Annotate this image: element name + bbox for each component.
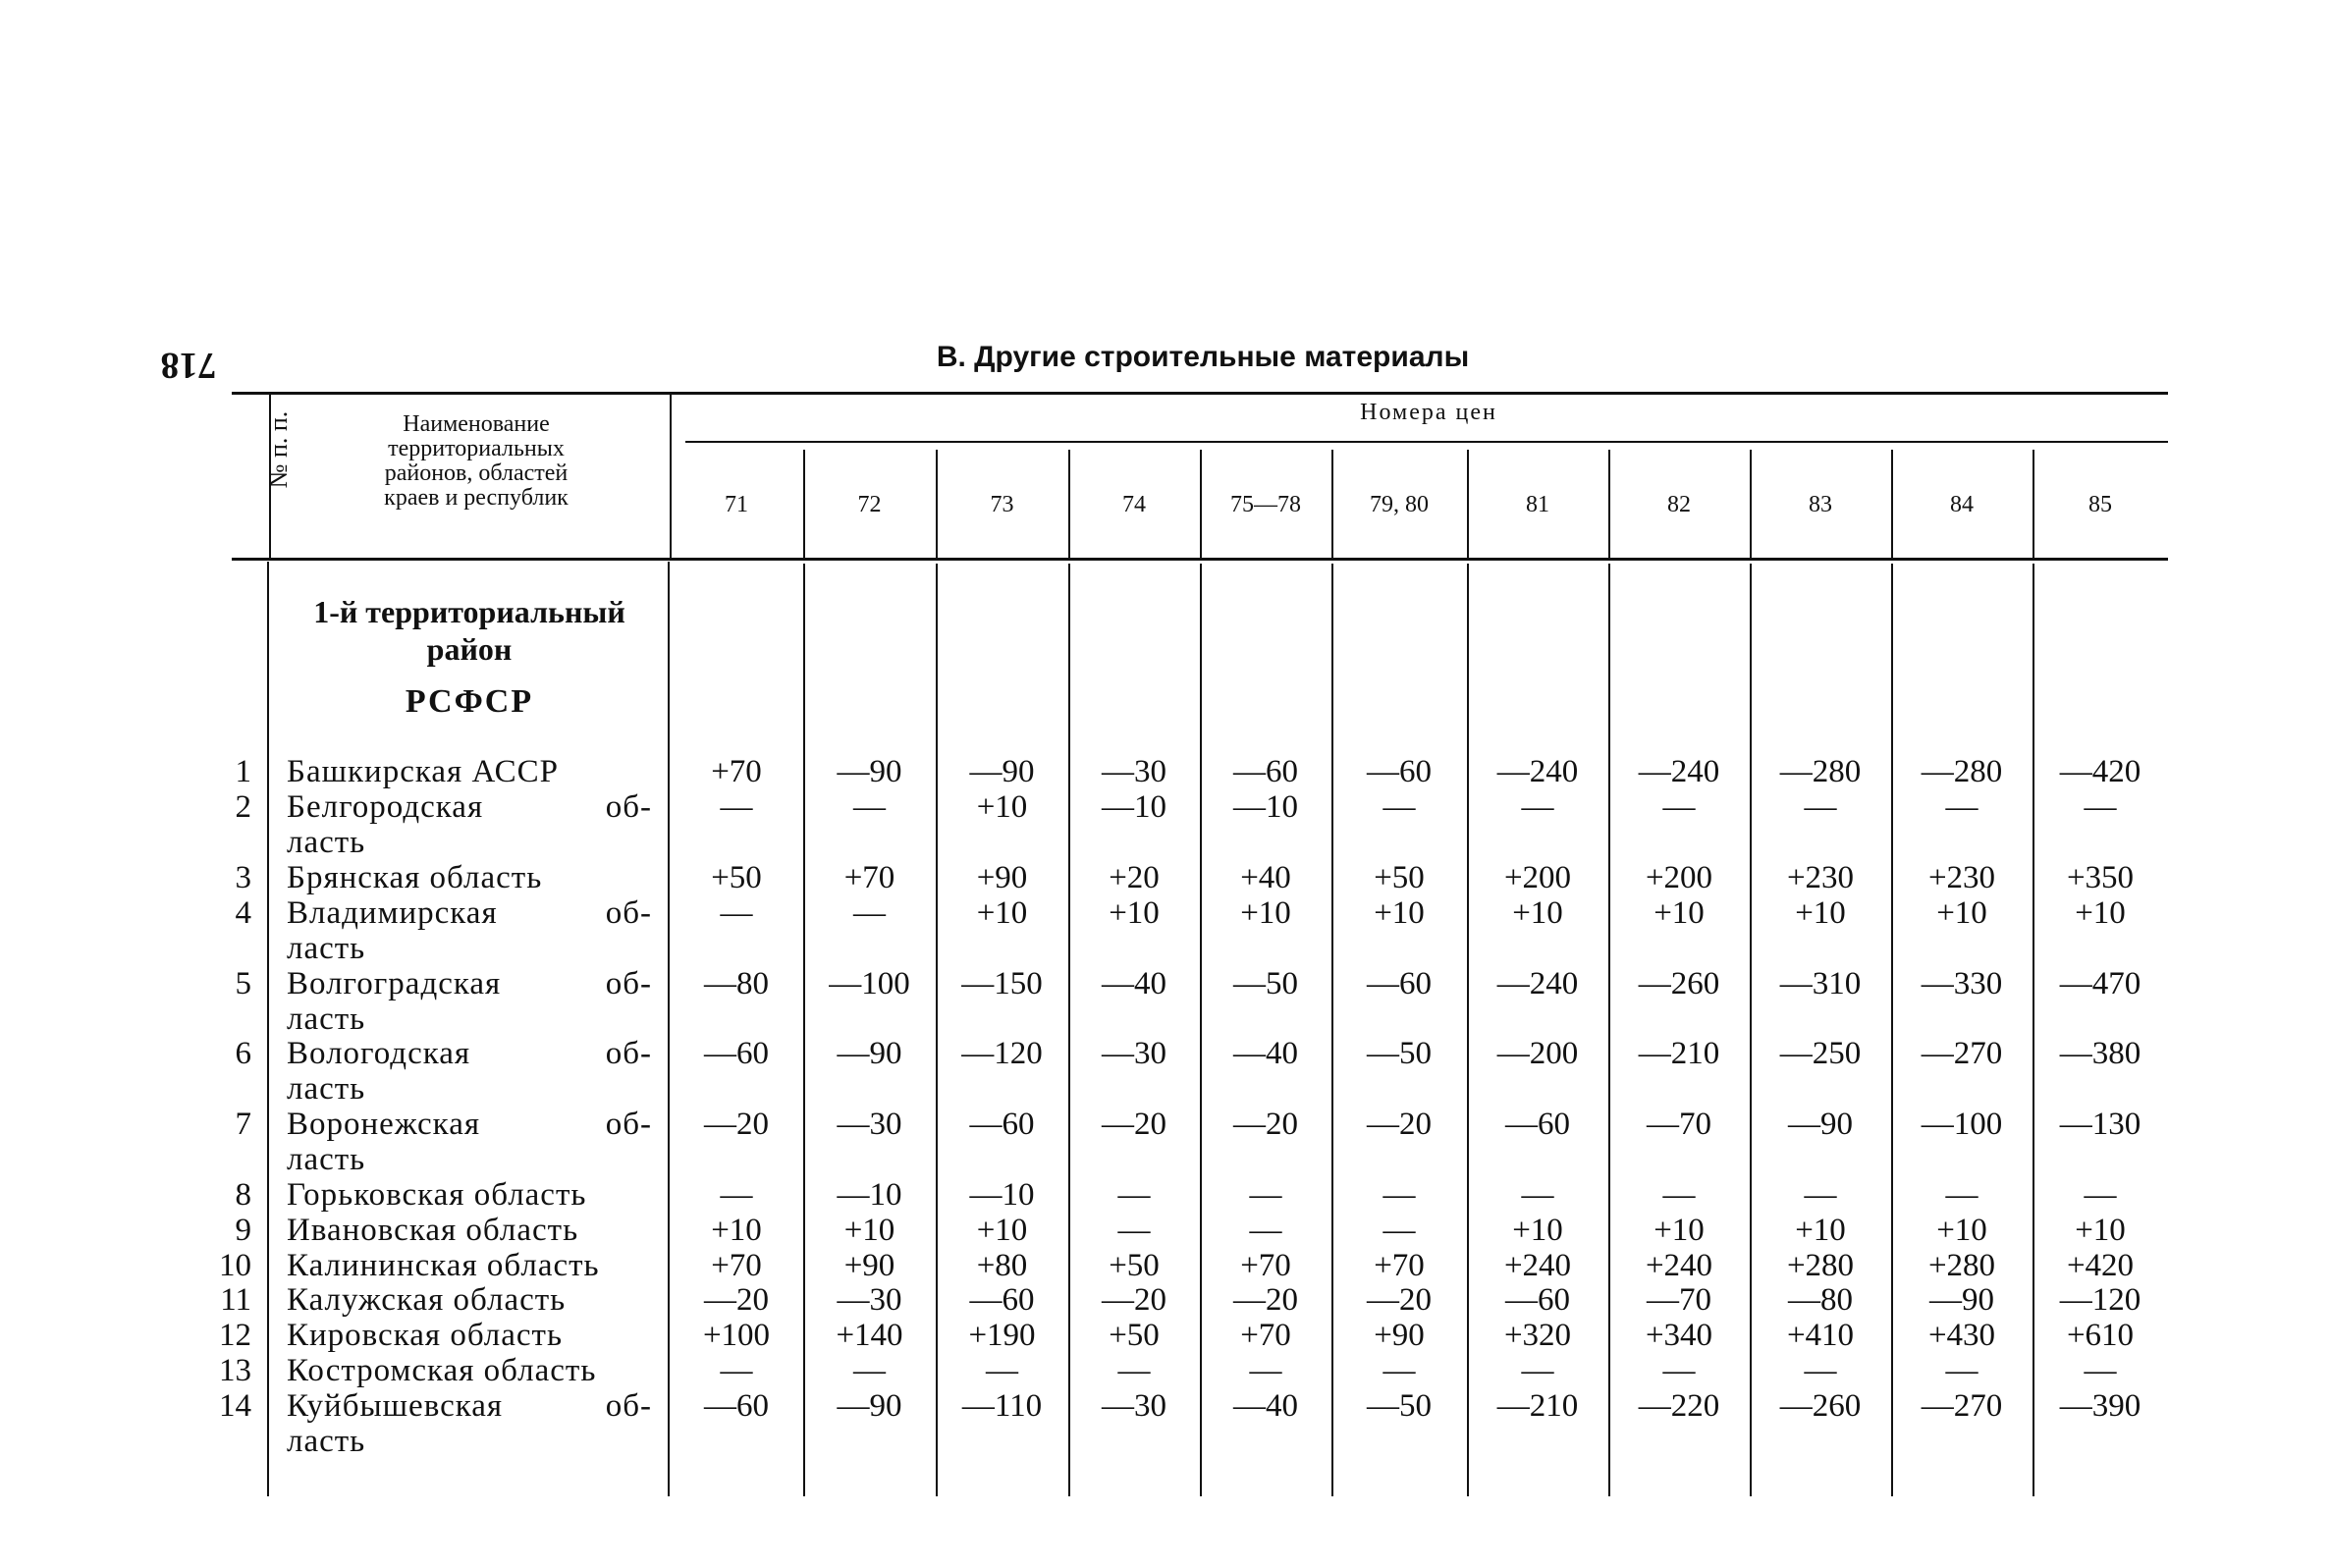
table-cell: —	[1382, 1213, 1416, 1248]
row-number: 13	[219, 1353, 251, 1388]
region-name-line: ласть	[287, 1071, 366, 1107]
table-cell: —80	[1788, 1282, 1853, 1318]
column-header: 79, 80	[1370, 492, 1429, 517]
table-cell: +230	[1927, 860, 1996, 895]
table-cell: —90	[1788, 1107, 1853, 1142]
table-cell: +70	[1240, 1248, 1291, 1283]
table-cell: +10	[1795, 1213, 1846, 1248]
table-cell: —380	[2059, 1036, 2141, 1071]
table-cell: —	[720, 895, 753, 931]
region-name-line: Ивановская область	[287, 1213, 579, 1248]
table-cell: +10	[2075, 1213, 2126, 1248]
table-cell: —220	[1638, 1388, 1720, 1424]
table-cell: +100	[702, 1318, 771, 1353]
name-header-line: районов, областей	[384, 460, 569, 486]
row-number: 10	[219, 1248, 251, 1283]
table-cell: +90	[976, 860, 1028, 895]
table-cell: +70	[711, 1248, 762, 1283]
table-cell: —210	[1638, 1036, 1720, 1071]
table-cell: —60	[1505, 1107, 1570, 1142]
table-cell: —270	[1921, 1388, 2003, 1424]
row-number: 12	[219, 1318, 251, 1353]
table-cell: —60	[704, 1388, 769, 1424]
table-cell: —60	[1367, 754, 1432, 789]
table-cell: —	[2084, 789, 2117, 825]
table-cell: —10	[1233, 789, 1298, 825]
region-name-line: ласть	[287, 825, 366, 860]
table-cell: —	[720, 1177, 753, 1213]
row-number: 5	[235, 966, 251, 1001]
column-header: 83	[1809, 492, 1832, 517]
page-number: 718	[160, 345, 217, 386]
table-cell: +50	[1374, 860, 1425, 895]
name-header-line: Наименование	[403, 411, 550, 437]
table-cell: —390	[2059, 1388, 2141, 1424]
table-cell: —40	[1233, 1036, 1298, 1071]
table-cell: —	[1249, 1177, 1282, 1213]
table-cell: +200	[1503, 860, 1572, 895]
table-cell: +10	[1936, 1213, 1987, 1248]
table-cell: +10	[711, 1213, 762, 1248]
table-cell: +10	[1109, 895, 1160, 931]
table-cell: —	[1945, 789, 1979, 825]
table-cell: —	[1382, 1177, 1416, 1213]
region-name-line: Горьковская область	[287, 1177, 587, 1213]
table-cell: +70	[843, 860, 895, 895]
table-cell: +240	[1645, 1248, 1713, 1283]
table-cell: —30	[1102, 1036, 1166, 1071]
table-cell: —	[1804, 789, 1837, 825]
table-cell: —60	[1367, 966, 1432, 1001]
table-cell: —	[1249, 1353, 1282, 1388]
column-header: 72	[857, 492, 882, 517]
table-cell: —10	[837, 1177, 902, 1213]
body-divider-num	[267, 562, 269, 1496]
table-cell: —310	[1779, 966, 1862, 1001]
row-number: 14	[219, 1388, 251, 1424]
table-cell: +20	[1109, 860, 1160, 895]
table-cell: +70	[711, 754, 762, 789]
table-cell: +10	[1512, 895, 1563, 931]
table-cell: —280	[1779, 754, 1862, 789]
table-cell: —330	[1921, 966, 2003, 1001]
table-cell: —70	[1647, 1107, 1711, 1142]
region-name-line: Белгородская об-	[287, 789, 652, 825]
table-cell: —	[1382, 1353, 1416, 1388]
table-cell: —90	[1929, 1282, 1994, 1318]
table-cell: +240	[1503, 1248, 1572, 1283]
table-cell: —	[1249, 1213, 1282, 1248]
column-header: 74	[1122, 492, 1146, 517]
table-cell: —90	[837, 1388, 902, 1424]
row-number-header: № п. п.	[264, 410, 293, 489]
table-cell: —	[1945, 1353, 1979, 1388]
table-cell: —90	[837, 1036, 902, 1071]
region-name-line: Калужская область	[287, 1282, 567, 1318]
column-header: 82	[1667, 492, 1691, 517]
table-cell: +10	[1512, 1213, 1563, 1248]
table-cell: —	[1662, 1353, 1696, 1388]
table-cell: —	[720, 1353, 753, 1388]
table-cell: +10	[976, 789, 1028, 825]
table-cell: —260	[1779, 1388, 1862, 1424]
table-cell: —	[853, 789, 886, 825]
table-cell: —	[1662, 1177, 1696, 1213]
name-header-line: территориальных	[388, 436, 565, 461]
table-cell: —20	[1102, 1107, 1166, 1142]
table-cell: +70	[1240, 1318, 1291, 1353]
table-cell: +10	[1936, 895, 1987, 931]
table-cell: —	[720, 789, 753, 825]
table-cell: +90	[1374, 1318, 1425, 1353]
table-cell: —60	[969, 1282, 1035, 1318]
table-cell: —	[1117, 1213, 1151, 1248]
table-cell: +350	[2066, 860, 2135, 895]
region-name-line: ласть	[287, 1142, 366, 1177]
region-name-line: Башкирская АССР	[287, 754, 560, 789]
region-name	[287, 1353, 652, 1388]
table-cell: —20	[704, 1107, 769, 1142]
column-header: 71	[725, 492, 748, 517]
table-cell: —	[1804, 1353, 1837, 1388]
row-number: 3	[235, 860, 251, 895]
table-cell: —	[1382, 789, 1416, 825]
column-header: 75—78	[1230, 492, 1301, 517]
table-cell: —	[1117, 1177, 1151, 1213]
table-cell: +50	[1109, 1248, 1160, 1283]
table-cell: —	[2084, 1177, 2117, 1213]
table-cell: —470	[2059, 966, 2141, 1001]
header-bottom-rule	[232, 558, 2168, 561]
prices-header-rule	[685, 441, 2168, 443]
region-name	[287, 1318, 652, 1353]
table-cell: —20	[1233, 1107, 1298, 1142]
table-cell: —60	[1505, 1282, 1570, 1318]
table-cell: —200	[1496, 1036, 1579, 1071]
table-top-rule	[232, 392, 2168, 395]
table-cell: +10	[1374, 895, 1425, 931]
region-name	[287, 860, 652, 895]
table-cell: —120	[2059, 1282, 2141, 1318]
column-header: 73	[990, 492, 1014, 517]
table-cell: +410	[1786, 1318, 1855, 1353]
table-cell: +10	[843, 1213, 895, 1248]
table-cell: —110	[961, 1388, 1043, 1424]
region-name	[287, 789, 652, 860]
table-cell: —250	[1779, 1036, 1862, 1071]
table-cell: +340	[1645, 1318, 1713, 1353]
region-name-line: Кировская область	[287, 1318, 564, 1353]
region-name-line: Костромская область	[287, 1353, 597, 1388]
row-number: 8	[235, 1177, 251, 1213]
row-number: 11	[220, 1282, 251, 1318]
table-cell: +420	[2066, 1248, 2135, 1283]
region-name-line: Брянская область	[287, 860, 543, 895]
table-cell: —280	[1921, 754, 2003, 789]
region-name	[287, 895, 652, 966]
district-title: 1-й территориальный район	[313, 594, 625, 667]
table-cell: —20	[704, 1282, 769, 1318]
table-cell: +50	[711, 860, 762, 895]
region-name	[287, 1036, 652, 1107]
table-cell: —60	[1233, 754, 1298, 789]
table-cell: —20	[1367, 1107, 1432, 1142]
region-name-line: ласть	[287, 1001, 366, 1037]
table-cell: —270	[1921, 1036, 2003, 1071]
prices-header: Номера цен	[1360, 400, 1497, 425]
table-cell: —30	[837, 1107, 902, 1142]
table-cell: +200	[1645, 860, 1713, 895]
table-cell: —30	[837, 1282, 902, 1318]
region-name-line: Волгоградская об-	[287, 966, 652, 1001]
region-name	[287, 1248, 652, 1283]
table-cell: —120	[961, 1036, 1043, 1071]
row-number: 6	[235, 1036, 251, 1071]
table-cell: +10	[1240, 895, 1291, 931]
column-header: 81	[1526, 492, 1549, 517]
table-cell: —60	[704, 1036, 769, 1071]
table-cell: —40	[1102, 966, 1166, 1001]
table-cell: —240	[1496, 754, 1579, 789]
table-cell: —240	[1638, 754, 1720, 789]
table-cell: +70	[1374, 1248, 1425, 1283]
table-cell: +610	[2066, 1318, 2135, 1353]
table-cell: —10	[969, 1177, 1035, 1213]
table-cell: +10	[2075, 895, 2126, 931]
table-cell: —80	[704, 966, 769, 1001]
republic-title: РСФСР	[405, 683, 534, 720]
table-cell: +10	[1795, 895, 1846, 931]
table-cell: +230	[1786, 860, 1855, 895]
table-cell: —20	[1233, 1282, 1298, 1318]
table-cell: +10	[1653, 1213, 1705, 1248]
table-cell: —	[2084, 1353, 2117, 1388]
table-cell: +280	[1786, 1248, 1855, 1283]
row-number: 4	[235, 895, 251, 931]
region-name	[287, 1177, 652, 1213]
table-cell: —	[986, 1353, 1018, 1388]
region-name-line: Вологодская об-	[287, 1036, 652, 1071]
table-cell: +10	[976, 895, 1028, 931]
table-cell: —	[1521, 1177, 1554, 1213]
table-cell: —20	[1102, 1282, 1166, 1318]
table-cell: —240	[1496, 966, 1579, 1001]
table-cell: +40	[1240, 860, 1291, 895]
table-cell: —	[853, 895, 886, 931]
table-cell: —	[1521, 789, 1554, 825]
table-cell: +90	[843, 1248, 895, 1283]
table-cell: +50	[1109, 1318, 1160, 1353]
table-cell: —	[853, 1353, 886, 1388]
table-cell: —130	[2059, 1107, 2141, 1142]
region-name	[287, 966, 652, 1037]
table-cell: —90	[837, 754, 902, 789]
region-name-line: Куйбышевская об-	[287, 1388, 652, 1424]
table-cell: —60	[969, 1107, 1035, 1142]
table-cell: —10	[1102, 789, 1166, 825]
table-cell: —	[1521, 1353, 1554, 1388]
table-cell: +190	[968, 1318, 1036, 1353]
table-cell: —50	[1233, 966, 1298, 1001]
table-cell: —150	[961, 966, 1043, 1001]
table-cell: —50	[1367, 1036, 1432, 1071]
row-number: 7	[235, 1107, 251, 1142]
table-cell: +10	[976, 1213, 1028, 1248]
row-number: 9	[235, 1213, 251, 1248]
region-name	[287, 1107, 652, 1177]
table-cell: —420	[2059, 754, 2141, 789]
region-name-line: Воронежская об-	[287, 1107, 652, 1142]
region-name-line: ласть	[287, 931, 366, 966]
table-cell: —	[1804, 1177, 1837, 1213]
table-cell: —40	[1233, 1388, 1298, 1424]
table-cell: —260	[1638, 966, 1720, 1001]
table-cell: —210	[1496, 1388, 1579, 1424]
table-cell: —90	[969, 754, 1035, 789]
region-name	[287, 1213, 652, 1248]
table-cell: —20	[1367, 1282, 1432, 1318]
table-cell: —30	[1102, 754, 1166, 789]
table-cell: +280	[1927, 1248, 1996, 1283]
table-cell: +10	[1653, 895, 1705, 931]
table-cell: +430	[1927, 1318, 1996, 1353]
name-column-header	[280, 412, 673, 511]
row-number: 1	[235, 754, 251, 789]
column-header: 84	[1950, 492, 1974, 517]
table-cell: —	[1662, 789, 1696, 825]
table-cell: —100	[829, 966, 910, 1001]
table-cell: —	[1945, 1177, 1979, 1213]
region-name	[287, 754, 652, 789]
region-name-line: Калининская область	[287, 1248, 600, 1283]
region-name-line: ласть	[287, 1424, 366, 1459]
row-number: 2	[235, 789, 251, 825]
region-name	[287, 1282, 652, 1318]
table-cell: —50	[1367, 1388, 1432, 1424]
table-cell: +80	[976, 1248, 1028, 1283]
region-name-line: Владимирская об-	[287, 895, 652, 931]
name-header-line: краев и республик	[384, 485, 569, 511]
table-cell: —	[1117, 1353, 1151, 1388]
section-title: В. Другие строительные материалы	[936, 341, 1470, 373]
table-cell: —100	[1921, 1107, 2003, 1142]
table-cell: +140	[836, 1318, 903, 1353]
region-name	[287, 1388, 652, 1459]
table-cell: —30	[1102, 1388, 1166, 1424]
column-header: 85	[2088, 492, 2112, 517]
table-cell: +320	[1503, 1318, 1572, 1353]
table-cell: —70	[1647, 1282, 1711, 1318]
